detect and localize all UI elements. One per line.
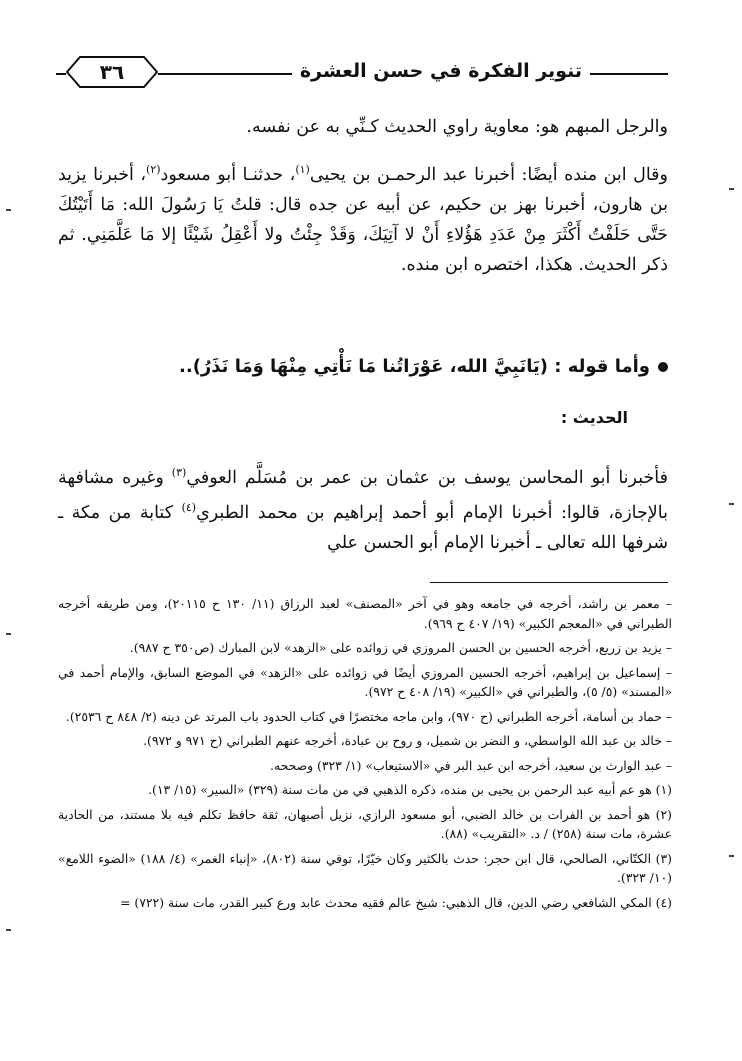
- page-number: ٣٦: [99, 60, 125, 84]
- footnote-ref-4: (٤): [181, 500, 197, 514]
- margin-mark: [6, 633, 11, 635]
- paragraph-2-text-a: وقال ابن منده أيضًا: أخبرنا عبد الرحمـن بن يحيى: [309, 164, 668, 185]
- paragraph-2-text-b: ، حدثنـا أبو مسعود: [160, 164, 296, 185]
- page-header: [56, 52, 668, 96]
- footnote: (٢) هو أحمد بن الفرات بن خالد الضبي، أبو مسعود الرازي، نزيل أصبهان، ثقة حافظ تكلم فيه بلا مستند، من الحادية عشرة، مات سنة (٢٥٨) / د. «التقريب» (٨٨).: [58, 806, 672, 841]
- footnotes: [58, 594, 672, 917]
- paragraph-1: والرجل المبهم هو: معاوية راوي الحديث كـنِّي به عن نفسه.: [246, 117, 668, 137]
- subheading: الحديث :: [560, 408, 628, 427]
- footnote-ref-3: (٣): [171, 466, 187, 479]
- running-title: تنوير الفكرة في حسن العشرة: [292, 56, 590, 86]
- footnote: (٤) المكي الشافعي رضي الدين، قال الذهبي: شيخ عالم فقيه محدث عابد ورع كبير القدر، مات سنة (٧٢٢) =: [120, 894, 672, 910]
- paragraph-3-text-c: كتابة من مكة ـ شرفها الله تعالى ـ أخبرنا الإمام أبو الحسن علي: [58, 502, 668, 553]
- paragraph-3-text-a: فأخبرنا أبو المحاسن يوسف بن عثمان بن عمر بن مُسَلَّم العوفي: [186, 467, 668, 488]
- margin-mark: [729, 855, 734, 857]
- footnote: – يزيد بن زريع، أخرجه الحسين بن الحسن المروزي في زوائده على «الزهد» لابن المبارك (ص٣٥٠ ح ٩٨٧).: [129, 640, 672, 655]
- page-number-badge: [66, 56, 158, 88]
- footnote: – إسماعيل بن إبراهيم، أخرجه الحسين المروزي أيضًا في زوائده على «الزهد» في الموضع السابق، والإمام أحمد في «المسند» (٥/ ٥)، والطبراني في «الكبير» (١٩/ ٤٠٨ ح ٩٧٢).: [58, 664, 672, 699]
- footnote-ref-1: (١): [295, 163, 310, 176]
- bullet-icon: [658, 362, 668, 372]
- footnote-separator: [430, 582, 668, 583]
- paragraph-3: [58, 458, 668, 558]
- paragraph-2: [58, 155, 668, 280]
- margin-mark: [729, 503, 734, 505]
- footnote: – عبد الوارث بن سعيد، أخرجه ابن عبد البر في «الاستيعاب» (١/ ٣٢٣) وصححه.: [270, 757, 672, 773]
- section-heading: [58, 356, 668, 377]
- section-heading-text: وأما قوله : (يَانَبِيَّ الله، عَوْرَاتُنا مَا نَأْتِي مِنْهَا وَمَا نَذَرُ)..: [179, 356, 650, 377]
- margin-mark: [6, 929, 11, 931]
- paragraph-2-text-c: ، أخبرنا يزيد بن هارون، أخبرنا بهز بن حكيم، عن أبيه عن جده قال: قلتُ يَا رَسُولَ الله: مَا أَتَيْتُكَ حَتَّى حَلَفْتُ أَكْثَرَ مِنْ عَدَدِ هَؤُلاءِ أَنْ لا آتِيَكَ، وَقَدْ جِئْتُ ولا أَعْقِلُ شَيْئًا إلا مَا عَلَّمَنِي. ثم ذكر الحديث. هكذا، اختصره ابن منده.: [58, 164, 668, 275]
- footnote: – خالد بن عبد الله الواسطي، و النضر بن شميل، و روح بن عبادة، أخرجه عنهم الطبراني (ح ٩٧١ و ٩٧٢).: [143, 733, 672, 748]
- paragraph-3-text-b: وغيره مشافهة بالإجازة، قالوا: أخبرنا الإمام أبو أحمد إبراهيم بن محمد الطبري: [58, 467, 668, 523]
- footnote: (٣) الكتّاني، الصالحي، قال ابن حجر: حدث بالكثير وكان خيّرًا، توفي سنة (٨٠٢)، «إنباء الغمر» (٤/ ١٨٨) «الضوء اللامع» (١٠/ ٣٢٣).: [58, 850, 672, 885]
- footnote-ref-2: (٢): [146, 163, 161, 176]
- margin-mark: [729, 188, 734, 190]
- footnote: – حماد بن أسامة، أخرجه الطبراني (ح ٩٧٠)، وابن ماجه مختصرًا في كتاب الحدود باب المرتد عن دينه (٢/ ٨٤٨ ح ٢٥٣٦).: [65, 708, 672, 724]
- footnote: (١) هو عم أبيه عبد الرحمن بن يحيى بن منده، ذكره الذهبي في من مات سنة (٣٢٩) «السير» (١٥/ ١٣).: [148, 782, 672, 797]
- footnote: – معمر بن راشد، أخرجه في جامعه وهو في آخر «المصنف» لعبد الرزاق (١١/ ١٣٠ ح ٢٠١١٥)، ومن طريقه أخرجه الطبراني في «المعجم الكبير» (١٩/ ٤٠٧ ح ٩٦٩).: [58, 596, 672, 631]
- margin-mark: [6, 209, 11, 211]
